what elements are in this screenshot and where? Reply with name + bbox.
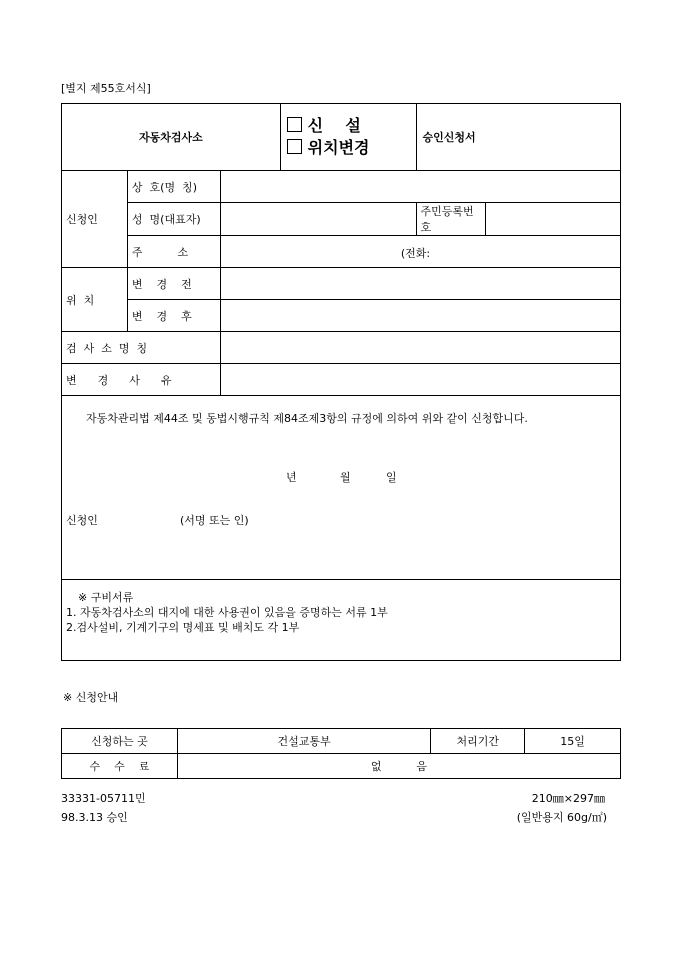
declaration-section: [62, 396, 621, 580]
location-group-label: 위 치: [62, 268, 128, 332]
resident-no-label: 주민등록번호: [416, 203, 486, 236]
trade-name-label: 상 호(명 칭): [127, 171, 220, 203]
fee-value: 없 음: [177, 754, 620, 779]
period-label: 처리기간: [431, 729, 525, 754]
application-form: [61, 103, 621, 661]
station-name-field[interactable]: [220, 332, 620, 364]
where-label: 신청하는 곳: [62, 729, 178, 754]
phone-label: (전화:: [400, 247, 431, 260]
documents-header: ※ 구비서류: [78, 591, 134, 604]
resident-no-field[interactable]: [486, 203, 621, 236]
document-item-2: 2.검사설비, 기계기구의 명세표 및 배치도 각 1부: [66, 621, 300, 634]
location-after-field[interactable]: [220, 300, 620, 332]
date-day: 일: [386, 471, 397, 484]
name-field[interactable]: [220, 203, 416, 236]
document-item-1: 1. 자동차검사소의 대지에 대한 사용권이 있음을 증명하는 서류 1부: [66, 606, 388, 619]
declaration-text: 자동차관리법 제44조 및 동법시행규칙 제84조제3항의 규정에 의하여 위와 같이 신청합니다.: [86, 412, 528, 425]
name-label: 성 명(대표자): [127, 203, 220, 236]
checkbox-relocate[interactable]: [287, 139, 302, 154]
option-new[interactable]: 신 설: [287, 115, 412, 137]
option-group: [280, 104, 416, 171]
guide-title: ※ 신청안내: [63, 691, 119, 704]
period-value: 15일: [525, 729, 621, 754]
option-relocate[interactable]: 위치변경: [287, 137, 412, 159]
signature-label: 신청인: [66, 514, 98, 527]
location-after-label: 변 경 후: [127, 300, 220, 332]
location-before-field[interactable]: [220, 268, 620, 300]
required-documents: [62, 580, 621, 661]
footer-code: 33331-05711민: [61, 792, 146, 805]
trade-name-field[interactable]: [220, 171, 620, 203]
guide-table: [61, 728, 621, 779]
location-before-label: 변 경 전: [127, 268, 220, 300]
title-suffix: 승인신청서: [416, 104, 620, 171]
change-reason-field[interactable]: [220, 364, 620, 396]
fee-label: 수 수 료: [62, 754, 178, 779]
title-subject: 자동차검사소: [62, 104, 281, 171]
checkbox-new[interactable]: [287, 117, 302, 132]
form-number: [별지 제55호서식]: [61, 82, 151, 95]
address-field[interactable]: [220, 236, 620, 268]
footer-paper: (일반용지 60g/㎡): [516, 811, 607, 824]
signature-text: (서명 또는 인): [180, 514, 249, 527]
change-reason-label: 변 경 사 유: [62, 364, 221, 396]
date-year: 년: [286, 471, 297, 484]
footer-size: 210㎜×297㎜: [531, 792, 605, 805]
applicant-group-label: 신청인: [62, 171, 128, 268]
address-label: 주 소: [127, 236, 220, 268]
station-name-label: 검 사 소 명 칭: [62, 332, 221, 364]
footer-approval: 98.3.13 승인: [61, 811, 128, 824]
where-value: 건설교통부: [177, 729, 430, 754]
date-month: 월: [340, 471, 351, 484]
